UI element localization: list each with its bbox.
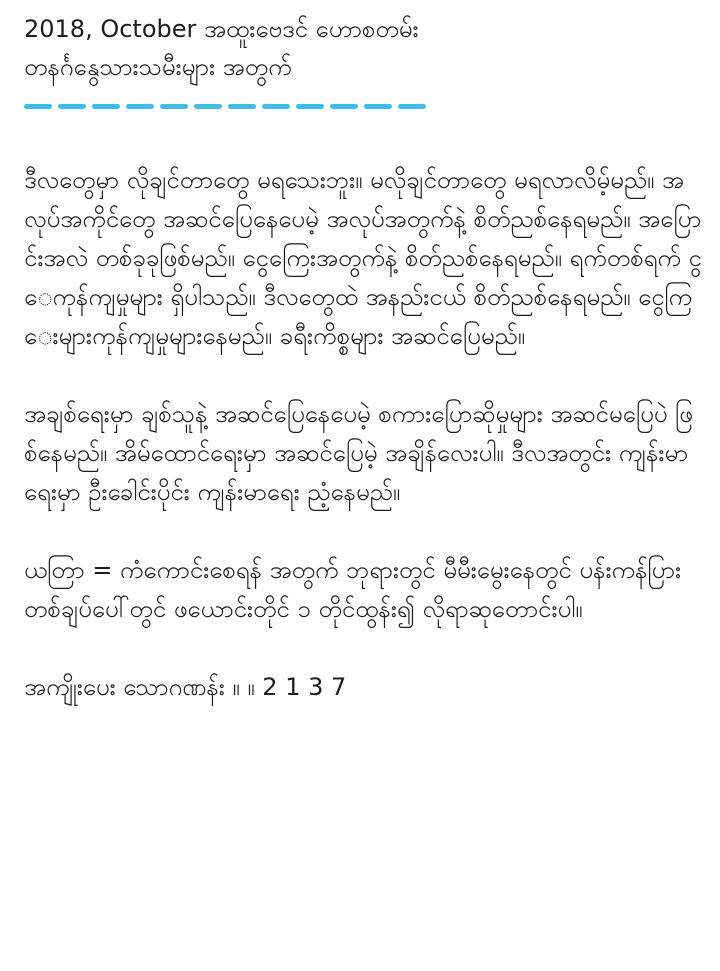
- divider-dash: [58, 104, 86, 109]
- horoscope-post: [24, 10, 704, 707]
- divider-dash: [194, 104, 222, 109]
- divider-dash: [296, 104, 324, 109]
- post-title-line-1: 2018, October အထူးဗေဒင် ဟောစတမ်း: [24, 15, 419, 43]
- divider-dash: [330, 104, 358, 109]
- divider-dash: [92, 104, 120, 109]
- divider-dash: [398, 104, 426, 109]
- divider-dash: [262, 104, 290, 109]
- paragraph-remedy: ယတြာ = ကံကောင်းစေရန် အတွက် ဘုရားတွင် မီမီးမွေးနေတွင် ပန်းကန်ပြား တစ်ချပ်ပေါ်တွင် ဖယောင်းတိုင် ၁ တိုင်ထွန်း၍ လိုရာဆုတောင်းပါ။: [24, 556, 682, 623]
- divider-dash: [160, 104, 188, 109]
- divider-dash: [228, 104, 256, 109]
- divider-dash: [364, 104, 392, 109]
- divider-dash: [126, 104, 154, 109]
- paragraph-love-health: အချစ်ရေးမှာ ချစ်သူနဲ့ အဆင်ပြေနေပေမဲ့ စကားပြောဆိုမှုများ အဆင်မပြေပဲ ဖြစ်နေမည်။ အိမ်ထောင်ရေးမှာ အဆင်ပြေမဲ့ အချိန်လေးပါ။ ဒီလအတွင်း ကျန်းမာ ရေးမှာ ဦးခေါင်းပိုင်း ကျန်းမာရေး ညံ့နေမည်။: [24, 400, 693, 506]
- dashed-divider: [24, 104, 704, 109]
- lucky-numbers: အကျိုးပေး သောဂဏန်း ။ ။ 2 1 3 7: [24, 673, 347, 701]
- paragraph-general-forecast: ဒီလတွေမှာ လိုချင်တာတွေ မရသေးဘူး။ မလိုချင်တာတွေ မရလာလိမ့်မည်။ အလုပ်အကိုင်တွေ အဆင်ပြေနေပေမဲ့ အလုပ်အတွက်နဲ့ စိတ်ညစ်နေရမည်။ အပြောင်းအလဲ တစ်ခုခုဖြစ်မည်။ ငွေကြေးအတွက်နဲ့ စိတ်ညစ်နေရမည်။ ရက်တစ်ရက် ငွေကုန်ကျမှုများ ရှိပါသည်။ ဒီလတွေထဲ အနည်းငယ် စိတ်ညစ်နေရမည်။ ငွေကြေးများကုန်ကျမှုများနေမည်။ ခရီးကိစ္စများ အဆင်ပြေမည်။: [24, 166, 702, 350]
- post-title-line-2: တနင်္ဂနွေသားသမီးများ အတွက်: [24, 53, 292, 81]
- divider-dash: [24, 104, 52, 109]
